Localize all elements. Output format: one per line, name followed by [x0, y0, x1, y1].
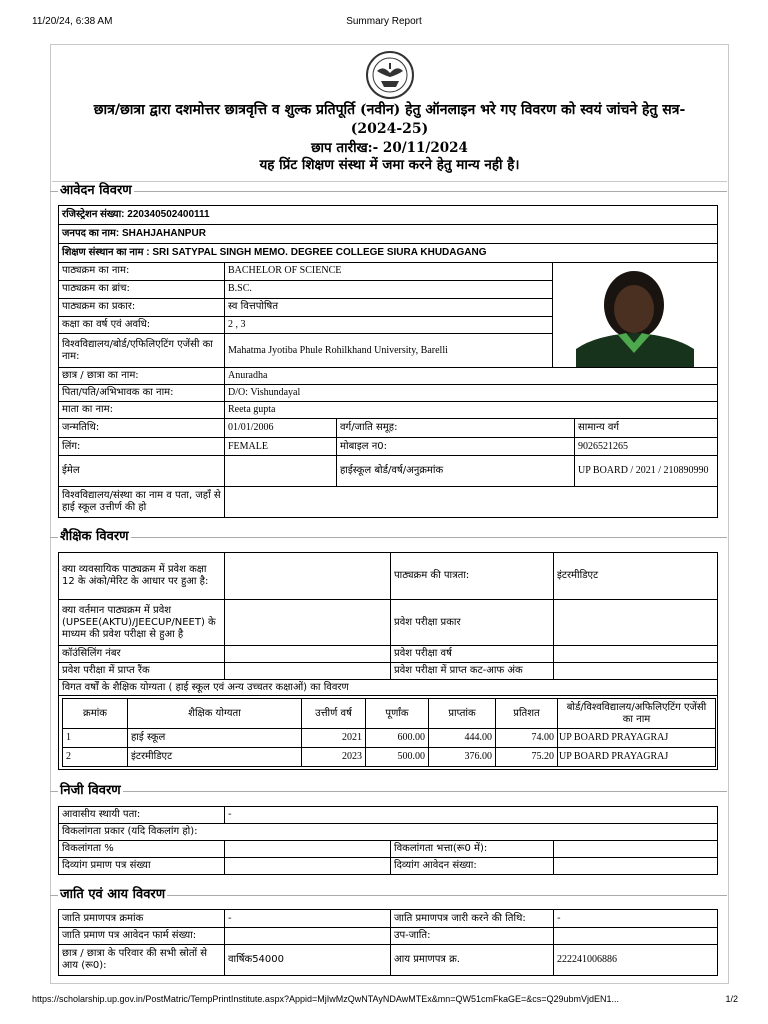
mother-value: Reeta gupta [225, 402, 718, 419]
report-header [52, 46, 727, 182]
cell-qualification: हाई स्कूल [128, 729, 302, 748]
previous-qualifications-title: विगत वर्षों के शैक्षिक योग्यता ( हाई स्कूल एवं अन्य उच्चतर कक्षाओं) का विवरण [59, 680, 718, 696]
course-type-label: पाठ्यक्रम का प्रकार: [59, 298, 225, 316]
address-value: - [225, 807, 718, 824]
gender-value: FEMALE [225, 438, 337, 456]
registration-number: रजिस्ट्रेशन संख्या: 220340502400111 [59, 206, 718, 225]
branch-value: B.SC. [225, 280, 553, 298]
course-type-value: स्व वित्तपोषित [225, 298, 553, 316]
rank-label: प्रवेश परीक्षा में प्राप्त रैंक [59, 663, 225, 680]
personal-legend: निजी विवरण [60, 783, 121, 798]
mobile-value: 9026521265 [575, 438, 718, 456]
caste-income-section [50, 887, 727, 903]
counseling-label: कॉउंसिलिंग नंबर [59, 646, 225, 663]
caste-form-label: जाति प्रमाण पत्र आवेदन फार्म संख्या: [59, 928, 225, 945]
income-cert-value: 222241006886 [554, 945, 718, 976]
cutoff-label: प्रवेश परीक्षा में प्राप्त कट-आफ अंक [391, 663, 554, 680]
cell-max-marks: 500.00 [366, 748, 429, 767]
university-value: Mahatma Jyotiba Phule Rohilkhand University, Barelli [225, 334, 553, 368]
exam-type-label: प्रवेश परीक्षा प्रकार [391, 600, 554, 646]
course-label: पाठ्यक्रम का नाम: [59, 263, 225, 281]
dob-label: जन्मतिथि: [59, 419, 225, 438]
caste-income-legend: जाति एवं आय विवरण [60, 887, 166, 902]
cell-obtained-marks: 376.00 [429, 748, 496, 767]
disability-cert-label: दिव्यांग प्रमाण पत्र संख्या [59, 858, 225, 875]
caste-issue-value: - [554, 910, 718, 928]
highschool-label: हाईस्कूल बोर्ड/वर्ष/अनुक्रमांक [337, 456, 575, 487]
col-serial: क्रमांक [63, 699, 128, 729]
disability-pct-value [225, 841, 391, 858]
validity-note: यह प्रिंट शिक्षण संस्था में जमा करने हेतु मान्य नही है। [259, 157, 520, 173]
student-photo-cell [553, 263, 718, 368]
hs-institution-value [225, 487, 718, 518]
student-photo [576, 263, 694, 367]
university-label: विश्वविद्यालय/बोर्ड/एफिलिएटिंग एजेंसी का नाम: [59, 334, 225, 368]
rank-value [225, 663, 391, 680]
personal-table [58, 806, 718, 875]
table-row [63, 729, 716, 748]
personal-section [50, 783, 727, 799]
cell-pass-year: 2023 [302, 748, 366, 767]
cell-qualification: इंटरमीडिएट [128, 748, 302, 767]
counseling-value [225, 646, 391, 663]
cutoff-value [554, 663, 718, 680]
entrance-question: क्या वर्तमान पाठ्यक्रम में प्रवेश (UPSEE(AKTU)/JEECUP/NEET) के माध्यम की प्रवेश परीक्षा से हुआ है [59, 600, 225, 646]
eligibility-value: इंटरमीडिएट [554, 553, 718, 600]
print-datetime: 11/20/24, 6:38 AM [32, 16, 113, 27]
exam-year-label: प्रवेश परीक्षा वर्ष [391, 646, 554, 663]
application-section [50, 183, 727, 199]
browser-print-header [0, 16, 768, 30]
dob-value: 01/01/2006 [225, 419, 337, 438]
caste-income-table [58, 909, 718, 976]
disability-app-label: दिव्यांग आवेदन संख्या: [391, 858, 554, 875]
report-title: छात्र/छात्रा द्वारा दशमोत्तर छात्रवृत्ति व शुल्क प्रतिपूर्ति (नवीन) हेतु ऑनलाइन भरे गए विवरण को स्वयं जांचने हेतु सत्र-(2024-25) [93, 102, 686, 137]
class-year-value: 2 , 3 [225, 316, 553, 334]
mother-label: माता का नाम: [59, 402, 225, 419]
disability-allowance-label: विकलांगता भत्ता(रू0 में): [391, 841, 554, 858]
disability-type-label: विकलांगता प्रकार (यदि विकलांग हो): [59, 824, 718, 841]
academic-legend: शैक्षिक विवरण [60, 529, 129, 544]
guardian-value: D/O: Vishundayal [225, 385, 718, 402]
caste-cert-value: - [225, 910, 391, 928]
col-board: बोर्ड/विश्वविद्यालय/अफिलिएटिंग एजेंसी का नाम [558, 699, 716, 729]
address-label: आवासीय स्थायी पता: [59, 807, 225, 824]
col-obtained-marks: प्राप्तांक [429, 699, 496, 729]
col-percentage: प्रतिशत [496, 699, 558, 729]
category-label: वर्ग/जाति समूह: [337, 419, 575, 438]
cell-pass-year: 2021 [302, 729, 366, 748]
application-legend: आवेदन विवरण [60, 183, 132, 198]
cell-max-marks: 600.00 [366, 729, 429, 748]
district-name: जनपद का नाम: SHAHJAHANPUR [59, 225, 718, 244]
cell-board: UP BOARD PRAYAGRAJ [558, 748, 716, 767]
institution-name: शिक्षण संस्थान का नाम : SRI SATYPAL SINGH MEMO. DEGREE COLLEGE SIURA KHUDAGANG [59, 244, 718, 263]
application-table [58, 205, 718, 518]
guardian-label: पिता/पति/अभिभावक का नाम: [59, 385, 225, 402]
disability-app-value [554, 858, 718, 875]
merit-answer [225, 553, 391, 600]
cell-serial: 1 [63, 729, 128, 748]
family-income-value: वार्षिक54000 [225, 945, 391, 976]
email-label: ईमेल [59, 456, 225, 487]
branch-label: पाठ्यक्रम का ब्रांच: [59, 280, 225, 298]
course-value: BACHELOR OF SCIENCE [225, 263, 553, 281]
caste-form-value [225, 928, 391, 945]
family-income-label: छात्र / छात्रा के परिवार की सभी स्रोतों से आय (रू0): [59, 945, 225, 976]
col-pass-year: उत्तीर्ण वर्ष [302, 699, 366, 729]
subcaste-value [554, 928, 718, 945]
print-date: छाप तारीख:- 20/11/2024 [311, 140, 468, 156]
gender-label: लिंग: [59, 438, 225, 456]
col-max-marks: पूर्णांक [366, 699, 429, 729]
entrance-answer [225, 600, 391, 646]
academic-section [50, 529, 727, 545]
cell-obtained-marks: 444.00 [429, 729, 496, 748]
col-qualification: शैक्षिक योग्यता [128, 699, 302, 729]
exam-year-value [554, 646, 718, 663]
eligibility-label: पाठ्यक्रम की पात्रता: [391, 553, 554, 600]
disability-allowance-value [554, 841, 718, 858]
category-value: सामान्य वर्ग [575, 419, 718, 438]
cell-percentage: 74.00 [496, 729, 558, 748]
hs-institution-label: विश्वविद्यालय/संस्था का नाम व पता, जहाँ से हाई स्कूल उत्तीर्ण की हो [59, 487, 225, 518]
cell-board: UP BOARD PRAYAGRAJ [558, 729, 716, 748]
disability-pct-label: विकलांगता % [59, 841, 225, 858]
email-value [225, 456, 337, 487]
up-govt-emblem-icon [359, 49, 421, 101]
student-name-value: Anuradha [225, 368, 718, 385]
class-year-label: कक्षा का वर्ष एवं अवधि: [59, 316, 225, 334]
highschool-value: UP BOARD / 2021 / 210890990 [575, 456, 718, 487]
cell-serial: 2 [63, 748, 128, 767]
merit-question: क्या व्यवसायिक पाठ्यक्रम में प्रवेश कक्षा 12 के अंको/मेरिट के आधार पर हुआ है: [59, 553, 225, 600]
page-url: https://scholarship.up.gov.in/PostMatric/TempPrintInstitute.aspx?Appid=MjIwMzQwNTAyNDAwMTEx&mn=QW51cmFkaGE=&cs=Q29ubmVjdEN1... [32, 994, 620, 1004]
qualifications-table [62, 698, 716, 767]
student-name-label: छात्र / छात्रा का नाम: [59, 368, 225, 385]
income-cert-label: आय प्रमाणपत्र क्र. [391, 945, 554, 976]
academic-table [58, 552, 718, 770]
browser-print-footer [0, 994, 768, 1008]
table-row [63, 748, 716, 767]
subcaste-label: उप-जाति: [391, 928, 554, 945]
caste-issue-label: जाति प्रमाणपत्र जारी करने की तिथि: [391, 910, 554, 928]
exam-type-value [554, 600, 718, 646]
mobile-label: मोबाइल न0: [337, 438, 575, 456]
cell-percentage: 75.20 [496, 748, 558, 767]
qualifications-container [59, 696, 718, 770]
page-number: 1/2 [725, 994, 738, 1004]
print-title: Summary Report [346, 16, 422, 27]
disability-cert-value [225, 858, 391, 875]
caste-cert-label: जाति प्रमाणपत्र क्रमांक [59, 910, 225, 928]
